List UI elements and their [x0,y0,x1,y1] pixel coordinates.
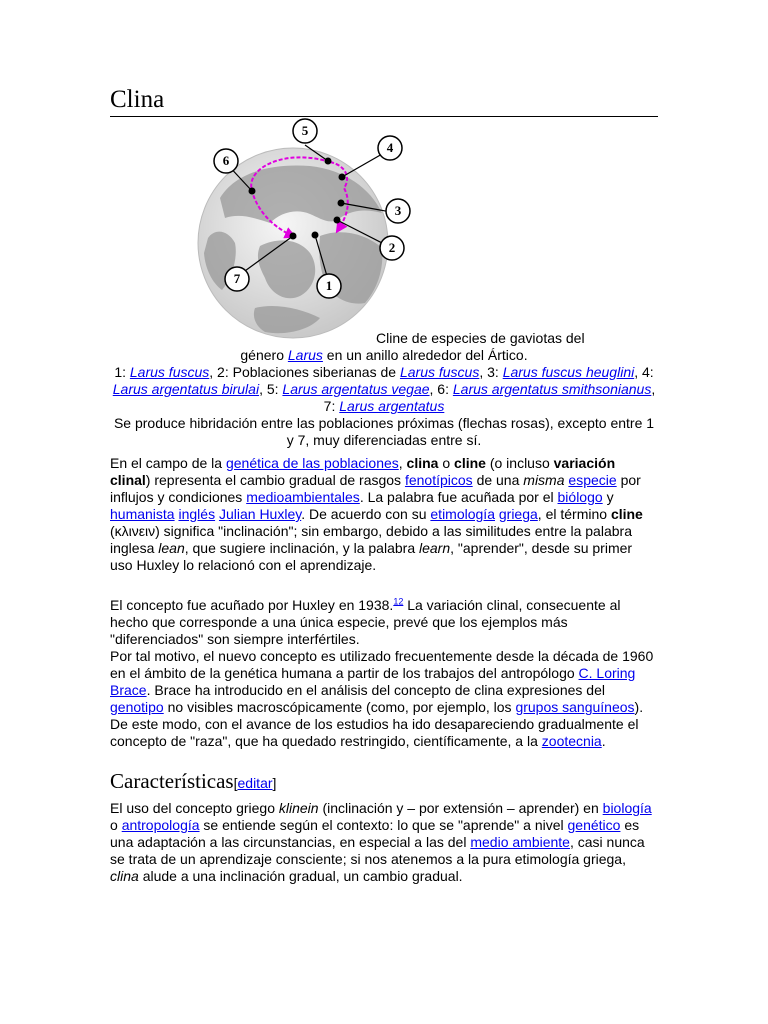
marker-label-4: 4 [386,140,394,155]
link-medioambientales[interactable]: medioambientales [246,489,360,505]
intro-paragraph [110,455,658,574]
text: de una [476,472,520,488]
text: , el término [537,506,608,522]
link-griega[interactable]: griega [498,506,538,522]
link-antropologia[interactable]: antropología [121,817,200,833]
text-italic: klinein [278,800,319,816]
link-genotipo[interactable]: genotipo [110,699,164,715]
text: alude a una inclinación gradual, un cambio gradual. [142,868,463,884]
text: ). De este modo, con el avance de los estudios ha ido desapareciendo gradualmente el concepto de "raza", que ha quedado restringido, científicamente, a la [110,699,644,749]
edit-link[interactable]: editar [237,775,273,791]
link-biologia[interactable]: biología [602,800,652,816]
link-species-3[interactable]: Larus fuscus heuglini [502,364,635,380]
marker-label-5: 5 [301,123,309,138]
text: La variación clinal, consecuente al hecho que corresponde a una única especie, prevé que los ejemplos más "diferenciados" son siempre interfértiles. [110,597,621,647]
section-title: Características [110,769,234,793]
caption-text: género [240,347,284,363]
term-variacion-clinal: variación clinal [110,455,616,488]
link-grupos-sanguineos[interactable]: grupos sanguíneos [515,699,635,715]
text: . Brace ha introducido en el análisis del concepto de clina expresiones del [146,682,605,698]
link-genetico[interactable]: genético [567,817,621,833]
text: por influjos y condiciones [110,472,641,505]
characteristics-paragraph [110,800,658,885]
caption-text: , 5: [259,381,279,397]
link-species-1[interactable]: Larus fuscus [129,364,210,380]
text: (κλινειν) significa "inclinación"; sin embargo, debido a las similitudes entre la palabra inglesa [110,523,632,556]
text: es una adaptación a las circunstancias, en especial a las del [110,817,640,850]
link-c-loring-brace[interactable]: C. Loring Brace [110,665,636,698]
text-italic: learn [419,540,451,556]
caption-text: , 6: [429,381,449,397]
text: , casi nunca se trata de un aprendizaje consciente; si nos atenemos a la pura etimología griega, [110,834,645,867]
marker-label-2: 2 [388,240,396,255]
citation-link[interactable]: 12 [393,596,404,607]
link-fenotipicos[interactable]: fenotípicos [404,472,473,488]
caption-text: , 4: [634,364,654,380]
marker-label-3: 3 [394,203,402,218]
edit-bracket: [ [233,775,238,791]
caption-text: , 2: Poblaciones siberianas de [209,364,397,380]
link-larus[interactable]: Larus [287,347,323,363]
link-biologo[interactable]: biólogo [557,489,603,505]
term-clina: clina [406,455,439,471]
marker-label-7: 7 [233,271,241,286]
text: , "aprender", desde su primer uso Huxley lo relacionó con el aprendizaje. [110,540,633,573]
caption-text: , 3: [479,364,499,380]
link-julian-huxley[interactable]: Julian Huxley [218,506,302,522]
caption-text: en un anillo alrededor del Ártico. [326,347,528,363]
text-italic: clina [110,868,139,884]
text: . La palabra fue acuñada por el [359,489,554,505]
term-cline: cline [454,455,486,471]
page-title: Clina [110,86,165,113]
text: En el campo de la [110,455,223,471]
text: El uso del concepto griego [110,800,275,816]
text: y [606,489,614,505]
text: o [110,817,118,833]
link-especie[interactable]: especie [568,472,617,488]
link-medio-ambiente[interactable]: medio ambiente [470,834,570,850]
text: El concepto fue acuñado por Huxley en 1938. [110,597,394,613]
history-paragraph [110,597,658,750]
marker-label-6: 6 [222,153,230,168]
link-genetica-poblaciones[interactable]: genética de las poblaciones [225,455,399,471]
text-italic: misma [523,472,565,488]
text: no visibles macroscópicamente (como, por ejemplo, los [167,699,512,715]
text: . De acuerdo con su [301,506,427,522]
caption-text: , 7: [323,381,656,414]
text-italic: lean [158,540,185,556]
text: (inclinación y – por extensión – aprender) en [322,800,599,816]
link-humanista[interactable]: humanista [110,506,175,522]
caption-text: 1: [114,364,126,380]
text: ) representa el cambio gradual de rasgos [145,472,402,488]
title-divider [110,116,658,117]
link-species-6[interactable]: Larus argentatus smithsonianus [452,381,652,397]
text: (o incluso [489,455,550,471]
arctic-globe-map [160,118,480,346]
figure-caption-first-line: Cline de especies de gaviotas del [376,330,585,346]
link-ingles[interactable]: inglés [178,506,216,522]
text: , [398,455,403,471]
figure-caption [110,347,658,449]
section-heading-caracteristicas [110,768,276,796]
text: se entiende según el contexto: lo que se "aprende" a nivel [203,817,564,833]
link-species-7[interactable]: Larus argentatus [339,398,445,414]
term-cline: cline [610,506,643,522]
edit-bracket: ] [272,775,277,791]
text: , que sugiere inclinación, y la palabra [184,540,416,556]
link-zootecnia[interactable]: zootecnia [541,733,602,749]
link-etimologia[interactable]: etimología [430,506,495,522]
caption-hybridization-note: Se produce hibridación entre las poblaciones próximas (flechas rosas), excepto entre 1 y 7, muy diferenciadas entre sí. [113,415,655,448]
marker-label-1: 1 [325,278,333,293]
text: o [442,455,451,471]
link-species-5[interactable]: Larus argentatus vegae [282,381,430,397]
link-species-2[interactable]: Larus fuscus [399,364,480,380]
link-species-4[interactable]: Larus argentatus birulai [112,381,260,397]
text: . [601,733,606,749]
text: Por tal motivo, el nuevo concepto es utilizado frecuentemente desde la década de 1960 en el ámbito de la genética humana a partir de los trabajos del antropólogo [110,648,654,681]
